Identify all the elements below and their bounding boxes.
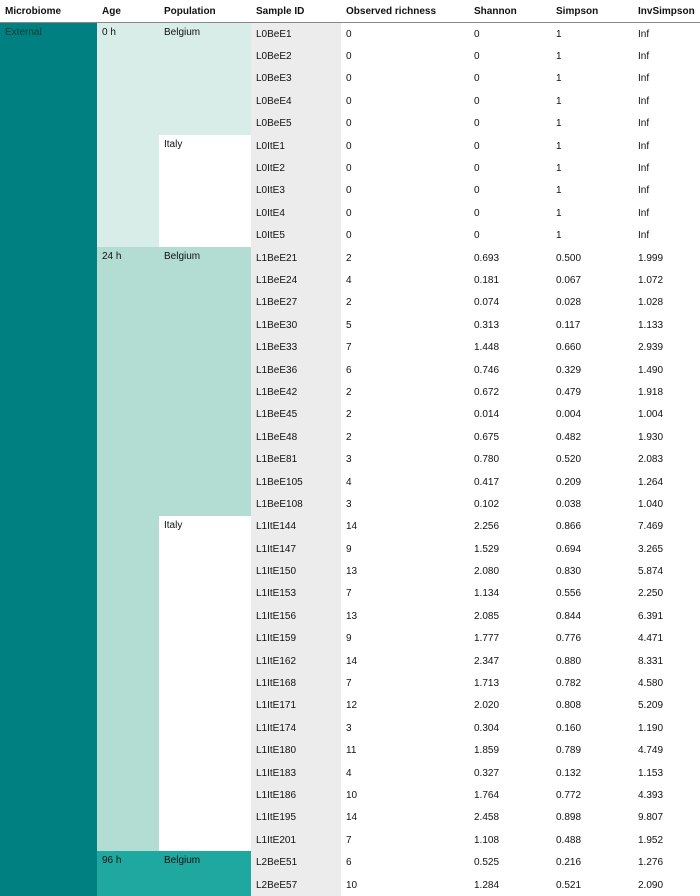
table-row — [0, 851, 700, 873]
population-cell: Belgium — [159, 247, 251, 516]
header-shannon: Shannon — [469, 0, 551, 23]
table-row — [0, 23, 700, 46]
simpson-cell: 0.521 — [551, 874, 633, 896]
observed-richness-cell: 0 — [341, 202, 469, 224]
observed-richness-cell: 3 — [341, 493, 469, 515]
shannon-cell: 0 — [469, 113, 551, 135]
simpson-cell: 0.479 — [551, 381, 633, 403]
sample-id-cell: L1ItE180 — [251, 740, 341, 762]
invsimpson-cell: 4.471 — [633, 628, 700, 650]
invsimpson-cell: 1.072 — [633, 269, 700, 291]
observed-richness-cell: 0 — [341, 225, 469, 247]
sample-id-cell: L1ItE162 — [251, 650, 341, 672]
shannon-cell: 2.080 — [469, 560, 551, 582]
sample-id-cell: L1ItE186 — [251, 784, 341, 806]
observed-richness-cell: 9 — [341, 538, 469, 560]
simpson-cell: 1 — [551, 113, 633, 135]
sample-id-cell: L1BeE42 — [251, 381, 341, 403]
observed-richness-cell: 3 — [341, 717, 469, 739]
invsimpson-cell: 8.331 — [633, 650, 700, 672]
invsimpson-cell: 2.083 — [633, 448, 700, 470]
age-cell: 96 h — [97, 851, 159, 896]
invsimpson-cell: 1.930 — [633, 426, 700, 448]
simpson-cell: 0.520 — [551, 448, 633, 470]
observed-richness-cell: 7 — [341, 672, 469, 694]
sample-id-cell: L1ItE183 — [251, 762, 341, 784]
shannon-cell: 0 — [469, 23, 551, 46]
shannon-cell: 0.417 — [469, 471, 551, 493]
observed-richness-cell: 0 — [341, 157, 469, 179]
simpson-cell: 0.160 — [551, 717, 633, 739]
shannon-cell: 1.284 — [469, 874, 551, 896]
sample-id-cell: L0ItE1 — [251, 135, 341, 157]
sample-id-cell: L1BeE105 — [251, 471, 341, 493]
invsimpson-cell: Inf — [633, 225, 700, 247]
simpson-cell: 0.067 — [551, 269, 633, 291]
observed-richness-cell: 10 — [341, 874, 469, 896]
sample-id-cell: L1BeE81 — [251, 448, 341, 470]
shannon-cell: 0.780 — [469, 448, 551, 470]
sample-id-cell: L1ItE201 — [251, 829, 341, 851]
simpson-cell: 0.880 — [551, 650, 633, 672]
shannon-cell: 2.347 — [469, 650, 551, 672]
simpson-cell: 1 — [551, 68, 633, 90]
shannon-cell: 0 — [469, 135, 551, 157]
invsimpson-cell: Inf — [633, 90, 700, 112]
invsimpson-cell: 4.580 — [633, 672, 700, 694]
sample-id-cell: L1BeE21 — [251, 247, 341, 269]
invsimpson-cell: Inf — [633, 157, 700, 179]
invsimpson-cell: 5.209 — [633, 695, 700, 717]
population-cell: Belgium — [159, 23, 251, 135]
observed-richness-cell: 0 — [341, 135, 469, 157]
shannon-cell: 0 — [469, 45, 551, 67]
simpson-cell: 0.844 — [551, 605, 633, 627]
shannon-cell: 0 — [469, 202, 551, 224]
shannon-cell: 0.693 — [469, 247, 551, 269]
shannon-cell: 1.777 — [469, 628, 551, 650]
shannon-cell: 0 — [469, 68, 551, 90]
sample-id-cell: L1BeE33 — [251, 336, 341, 358]
invsimpson-cell: 1.952 — [633, 829, 700, 851]
observed-richness-cell: 5 — [341, 314, 469, 336]
simpson-cell: 0.789 — [551, 740, 633, 762]
observed-richness-cell: 14 — [341, 807, 469, 829]
observed-richness-cell: 2 — [341, 247, 469, 269]
sample-id-cell: L1BeE30 — [251, 314, 341, 336]
observed-richness-cell: 0 — [341, 113, 469, 135]
observed-richness-cell: 4 — [341, 762, 469, 784]
simpson-cell: 0.776 — [551, 628, 633, 650]
shannon-cell: 1.713 — [469, 672, 551, 694]
sample-id-cell: L0BeE4 — [251, 90, 341, 112]
shannon-cell: 1.134 — [469, 583, 551, 605]
invsimpson-cell: Inf — [633, 45, 700, 67]
invsimpson-cell: 4.393 — [633, 784, 700, 806]
sample-id-cell: L2BeE57 — [251, 874, 341, 896]
population-cell: Belgium — [159, 851, 251, 896]
shannon-cell: 1.448 — [469, 336, 551, 358]
simpson-cell: 0.660 — [551, 336, 633, 358]
shannon-cell: 1.859 — [469, 740, 551, 762]
observed-richness-cell: 6 — [341, 851, 469, 873]
observed-richness-cell: 10 — [341, 784, 469, 806]
population-cell: Italy — [159, 516, 251, 852]
shannon-cell: 0.304 — [469, 717, 551, 739]
shannon-cell: 0.525 — [469, 851, 551, 873]
sample-id-cell: L0ItE4 — [251, 202, 341, 224]
simpson-cell: 0.482 — [551, 426, 633, 448]
observed-richness-cell: 7 — [341, 583, 469, 605]
simpson-cell: 0.866 — [551, 516, 633, 538]
shannon-cell: 2.085 — [469, 605, 551, 627]
sample-id-cell: L1ItE147 — [251, 538, 341, 560]
observed-richness-cell: 12 — [341, 695, 469, 717]
sample-id-cell: L1ItE195 — [251, 807, 341, 829]
observed-richness-cell: 0 — [341, 23, 469, 46]
shannon-cell: 0.181 — [469, 269, 551, 291]
sample-id-cell: L1BeE24 — [251, 269, 341, 291]
shannon-cell: 2.458 — [469, 807, 551, 829]
invsimpson-cell: 1.276 — [633, 851, 700, 873]
invsimpson-cell: Inf — [633, 23, 700, 46]
shannon-cell: 1.529 — [469, 538, 551, 560]
simpson-cell: 0.216 — [551, 851, 633, 873]
population-cell: Italy — [159, 135, 251, 247]
table-row — [0, 247, 700, 269]
simpson-cell: 0.117 — [551, 314, 633, 336]
simpson-cell: 0.694 — [551, 538, 633, 560]
observed-richness-cell: 0 — [341, 45, 469, 67]
observed-richness-cell: 13 — [341, 605, 469, 627]
simpson-cell: 0.209 — [551, 471, 633, 493]
sample-id-cell: L0ItE2 — [251, 157, 341, 179]
observed-richness-cell: 14 — [341, 650, 469, 672]
shannon-cell: 0.675 — [469, 426, 551, 448]
shannon-cell: 0.327 — [469, 762, 551, 784]
invsimpson-cell: 1.264 — [633, 471, 700, 493]
header-microbiome: Microbiome — [0, 0, 97, 23]
sample-id-cell: L1ItE159 — [251, 628, 341, 650]
invsimpson-cell: 1.999 — [633, 247, 700, 269]
simpson-cell: 1 — [551, 23, 633, 46]
sample-id-cell: L0BeE5 — [251, 113, 341, 135]
simpson-cell: 0.830 — [551, 560, 633, 582]
invsimpson-cell: 1.040 — [633, 493, 700, 515]
observed-richness-cell: 2 — [341, 381, 469, 403]
shannon-cell: 0.102 — [469, 493, 551, 515]
invsimpson-cell: 9.807 — [633, 807, 700, 829]
simpson-cell: 1 — [551, 90, 633, 112]
invsimpson-cell: 6.391 — [633, 605, 700, 627]
invsimpson-cell: 1.004 — [633, 404, 700, 426]
invsimpson-cell: 7.469 — [633, 516, 700, 538]
simpson-cell: 1 — [551, 225, 633, 247]
simpson-cell: 0.500 — [551, 247, 633, 269]
shannon-cell: 2.020 — [469, 695, 551, 717]
invsimpson-cell: Inf — [633, 180, 700, 202]
sample-id-cell: L1ItE174 — [251, 717, 341, 739]
observed-richness-cell: 11 — [341, 740, 469, 762]
invsimpson-cell: 3.265 — [633, 538, 700, 560]
sample-id-cell: L0BeE1 — [251, 23, 341, 46]
simpson-cell: 0.556 — [551, 583, 633, 605]
sample-id-cell: L1BeE108 — [251, 493, 341, 515]
sample-id-cell: L2BeE51 — [251, 851, 341, 873]
shannon-cell: 0.672 — [469, 381, 551, 403]
microbiome-cell: External — [0, 23, 97, 896]
invsimpson-cell: 5.874 — [633, 560, 700, 582]
simpson-cell: 0.898 — [551, 807, 633, 829]
simpson-cell: 1 — [551, 135, 633, 157]
observed-richness-cell: 14 — [341, 516, 469, 538]
observed-richness-cell: 9 — [341, 628, 469, 650]
invsimpson-cell: 1.190 — [633, 717, 700, 739]
sample-id-cell: L0ItE5 — [251, 225, 341, 247]
sample-id-cell: L1BeE27 — [251, 292, 341, 314]
simpson-cell: 0.004 — [551, 404, 633, 426]
shannon-cell: 1.108 — [469, 829, 551, 851]
shannon-cell: 0 — [469, 225, 551, 247]
sample-id-cell: L1BeE36 — [251, 359, 341, 381]
invsimpson-cell: 4.749 — [633, 740, 700, 762]
sample-id-cell: L1ItE156 — [251, 605, 341, 627]
simpson-cell: 0.329 — [551, 359, 633, 381]
header-sample-id: Sample ID — [251, 0, 341, 23]
sample-id-cell: L1ItE168 — [251, 672, 341, 694]
simpson-cell: 0.132 — [551, 762, 633, 784]
shannon-cell: 1.764 — [469, 784, 551, 806]
invsimpson-cell: 1.028 — [633, 292, 700, 314]
header-observed-richness: Observed richness — [341, 0, 469, 23]
invsimpson-cell: 1.918 — [633, 381, 700, 403]
simpson-cell: 1 — [551, 202, 633, 224]
invsimpson-cell: 1.490 — [633, 359, 700, 381]
invsimpson-cell: Inf — [633, 68, 700, 90]
simpson-cell: 1 — [551, 157, 633, 179]
header-age: Age — [97, 0, 159, 23]
shannon-cell: 0 — [469, 157, 551, 179]
sample-id-cell: L0BeE2 — [251, 45, 341, 67]
observed-richness-cell: 4 — [341, 269, 469, 291]
simpson-cell: 0.488 — [551, 829, 633, 851]
sample-id-cell: L1BeE48 — [251, 426, 341, 448]
shannon-cell: 0.014 — [469, 404, 551, 426]
simpson-cell: 0.038 — [551, 493, 633, 515]
observed-richness-cell: 4 — [341, 471, 469, 493]
observed-richness-cell: 7 — [341, 336, 469, 358]
simpson-cell: 1 — [551, 180, 633, 202]
observed-richness-cell: 2 — [341, 426, 469, 448]
observed-richness-cell: 6 — [341, 359, 469, 381]
shannon-cell: 0.074 — [469, 292, 551, 314]
header-row — [0, 0, 700, 23]
invsimpson-cell: Inf — [633, 113, 700, 135]
sample-id-cell: L1ItE150 — [251, 560, 341, 582]
shannon-cell: 0 — [469, 180, 551, 202]
sample-id-cell: L1BeE45 — [251, 404, 341, 426]
simpson-cell: 1 — [551, 45, 633, 67]
observed-richness-cell: 2 — [341, 292, 469, 314]
shannon-cell: 0.313 — [469, 314, 551, 336]
simpson-cell: 0.782 — [551, 672, 633, 694]
header-population: Population — [159, 0, 251, 23]
observed-richness-cell: 2 — [341, 404, 469, 426]
observed-richness-cell: 0 — [341, 180, 469, 202]
header-simpson: Simpson — [551, 0, 633, 23]
observed-richness-cell: 7 — [341, 829, 469, 851]
observed-richness-cell: 0 — [341, 90, 469, 112]
observed-richness-cell: 13 — [341, 560, 469, 582]
sample-id-cell: L0ItE3 — [251, 180, 341, 202]
invsimpson-cell: 2.939 — [633, 336, 700, 358]
shannon-cell: 0 — [469, 90, 551, 112]
simpson-cell: 0.808 — [551, 695, 633, 717]
header-invsimpson: InvSimpson — [633, 0, 700, 23]
invsimpson-cell: Inf — [633, 135, 700, 157]
sample-id-cell: L1ItE153 — [251, 583, 341, 605]
sample-id-cell: L1ItE144 — [251, 516, 341, 538]
invsimpson-cell: Inf — [633, 202, 700, 224]
simpson-cell: 0.028 — [551, 292, 633, 314]
observed-richness-cell: 0 — [341, 68, 469, 90]
shannon-cell: 0.746 — [469, 359, 551, 381]
age-cell: 24 h — [97, 247, 159, 852]
shannon-cell: 2.256 — [469, 516, 551, 538]
invsimpson-cell: 2.250 — [633, 583, 700, 605]
sample-id-cell: L0BeE3 — [251, 68, 341, 90]
observed-richness-cell: 3 — [341, 448, 469, 470]
invsimpson-cell: 1.153 — [633, 762, 700, 784]
invsimpson-cell: 1.133 — [633, 314, 700, 336]
simpson-cell: 0.772 — [551, 784, 633, 806]
sample-id-cell: L1ItE171 — [251, 695, 341, 717]
age-cell: 0 h — [97, 23, 159, 247]
invsimpson-cell: 2.090 — [633, 874, 700, 896]
